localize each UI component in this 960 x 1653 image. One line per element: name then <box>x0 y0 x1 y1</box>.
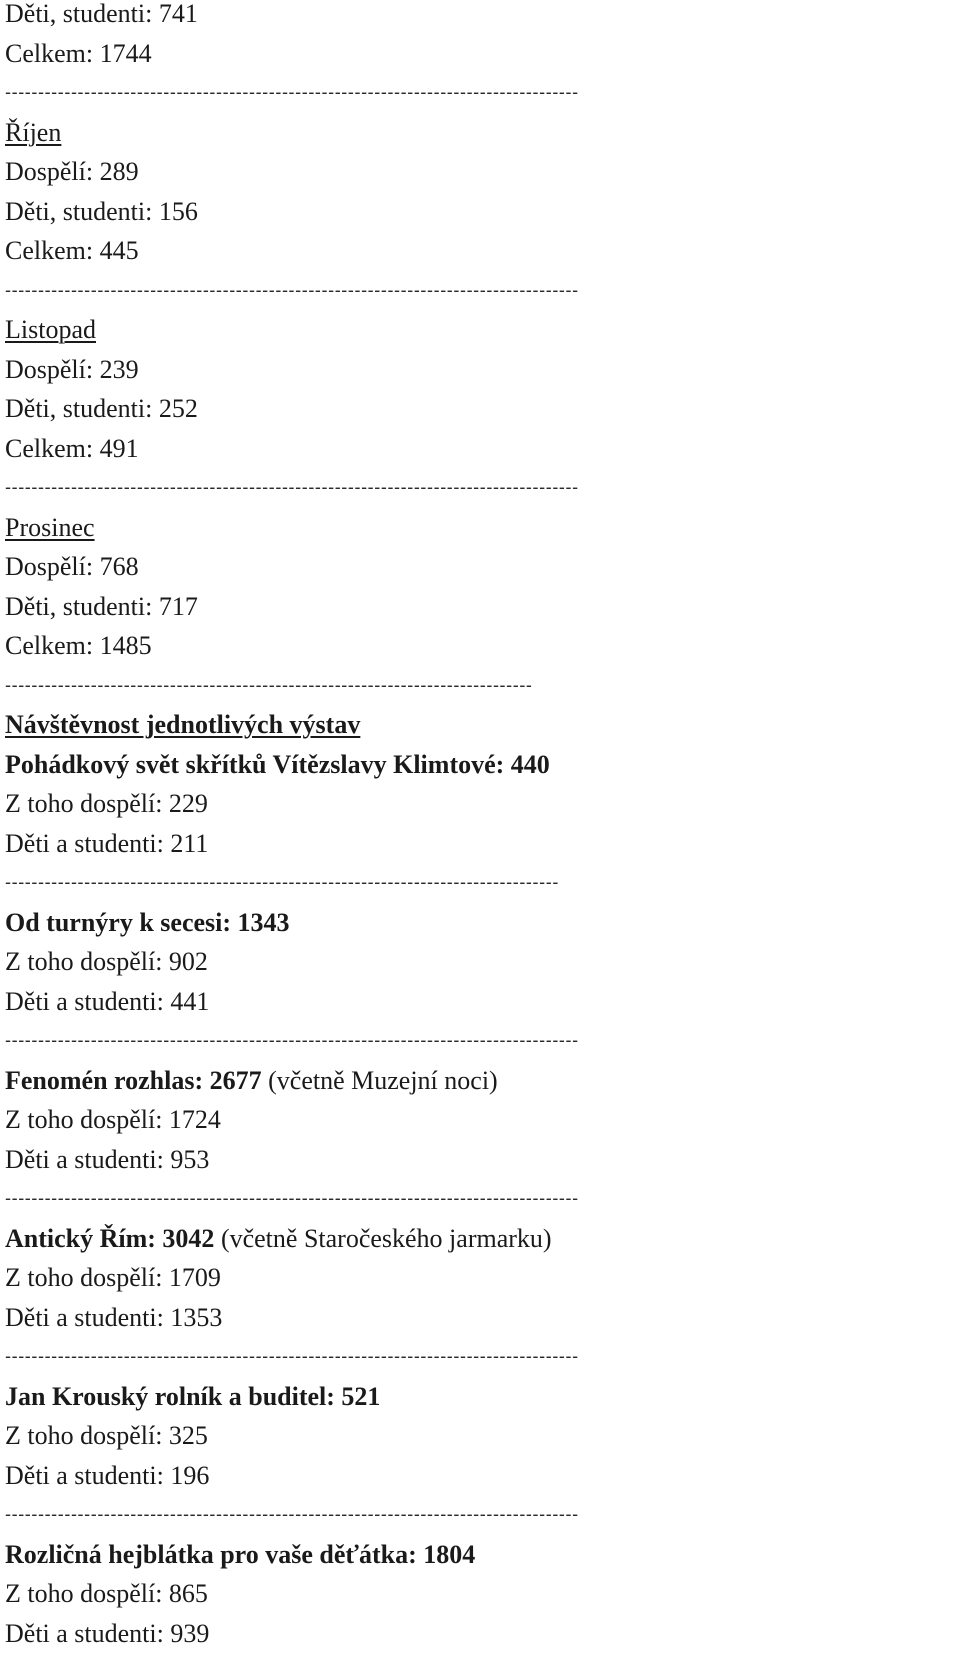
september-children: Děti, studenti: 741 <box>5 0 955 34</box>
exhibition-adults: Z toho dospělí: 865 <box>5 1574 955 1614</box>
separator-line: --------------------------------------------------------------------------------------- <box>5 1021 955 1061</box>
separator-line: --------------------------------------------------------------------------------------- <box>5 73 955 113</box>
exhibition-adults: Z toho dospělí: 1709 <box>5 1258 955 1298</box>
exhibition-adults: Z toho dospělí: 229 <box>5 784 955 824</box>
month-children: Děti, studenti: 717 <box>5 587 955 627</box>
month-total: Celkem: 1485 <box>5 626 955 666</box>
exhibition-children: Děti a studenti: 939 <box>5 1614 955 1653</box>
exhibition-title: Antický Řím: 3042 <box>5 1224 214 1253</box>
exhibition-title-line <box>5 903 955 943</box>
exhibition-title: Pohádkový svět skřítků Vítězslavy Klimtové: 440 <box>5 750 550 779</box>
exhibition-title: Fenomén rozhlas: 2677 <box>5 1066 262 1095</box>
month-adults: Dospělí: 768 <box>5 547 955 587</box>
exhibition-title: Jan Krouský rolník a buditel: 521 <box>5 1382 380 1411</box>
exhibition-title: Od turnýry k secesi: 1343 <box>5 908 290 937</box>
separator-line: --------------------------------------------------------------------------------------- <box>5 1495 955 1535</box>
exhibition-title-line <box>5 1219 955 1259</box>
exhibition-title: Rozličná hejblátka pro vaše děťátka: 1804 <box>5 1540 475 1569</box>
separator-line: -------------------------------------------------------------------------------- <box>5 666 955 706</box>
separator-line: --------------------------------------------------------------------------------------- <box>5 1337 955 1377</box>
document-page <box>5 0 955 1653</box>
exhibition-title-line <box>5 1535 955 1575</box>
exhibition-children: Děti a studenti: 441 <box>5 982 955 1022</box>
month-children: Děti, studenti: 252 <box>5 389 955 429</box>
exhibition-children: Děti a studenti: 953 <box>5 1140 955 1180</box>
exhibition-children: Děti a studenti: 211 <box>5 824 955 864</box>
month-heading-prosinec: Prosinec <box>5 508 955 548</box>
exhibition-children: Děti a studenti: 1353 <box>5 1298 955 1338</box>
exhibition-title-line <box>5 745 955 785</box>
exhibition-note: (včetně Muzejní noci) <box>262 1066 498 1095</box>
month-heading-listopad: Listopad <box>5 310 955 350</box>
exhibition-adults: Z toho dospělí: 325 <box>5 1416 955 1456</box>
exhibition-title-line <box>5 1377 955 1417</box>
month-adults: Dospělí: 289 <box>5 152 955 192</box>
month-total: Celkem: 491 <box>5 429 955 469</box>
exhibition-title-line <box>5 1061 955 1101</box>
separator-line: --------------------------------------------------------------------------------------- <box>5 271 955 311</box>
month-heading-rijen: Říjen <box>5 113 955 153</box>
september-total: Celkem: 1744 <box>5 34 955 74</box>
month-adults: Dospělí: 239 <box>5 350 955 390</box>
exhibition-adults: Z toho dospělí: 902 <box>5 942 955 982</box>
month-total: Celkem: 445 <box>5 231 955 271</box>
exhibition-adults: Z toho dospělí: 1724 <box>5 1100 955 1140</box>
exhibitions-heading: Návštěvnost jednotlivých výstav <box>5 705 955 745</box>
exhibition-note: (včetně Staročeského jarmarku) <box>214 1224 551 1253</box>
separator-line: --------------------------------------------------------------------------------------- <box>5 1179 955 1219</box>
month-children: Děti, studenti: 156 <box>5 192 955 232</box>
separator-line: --------------------------------------------------------------------------------------- <box>5 468 955 508</box>
exhibition-children: Děti a studenti: 196 <box>5 1456 955 1496</box>
separator-line: ------------------------------------------------------------------------------------ <box>5 863 955 903</box>
